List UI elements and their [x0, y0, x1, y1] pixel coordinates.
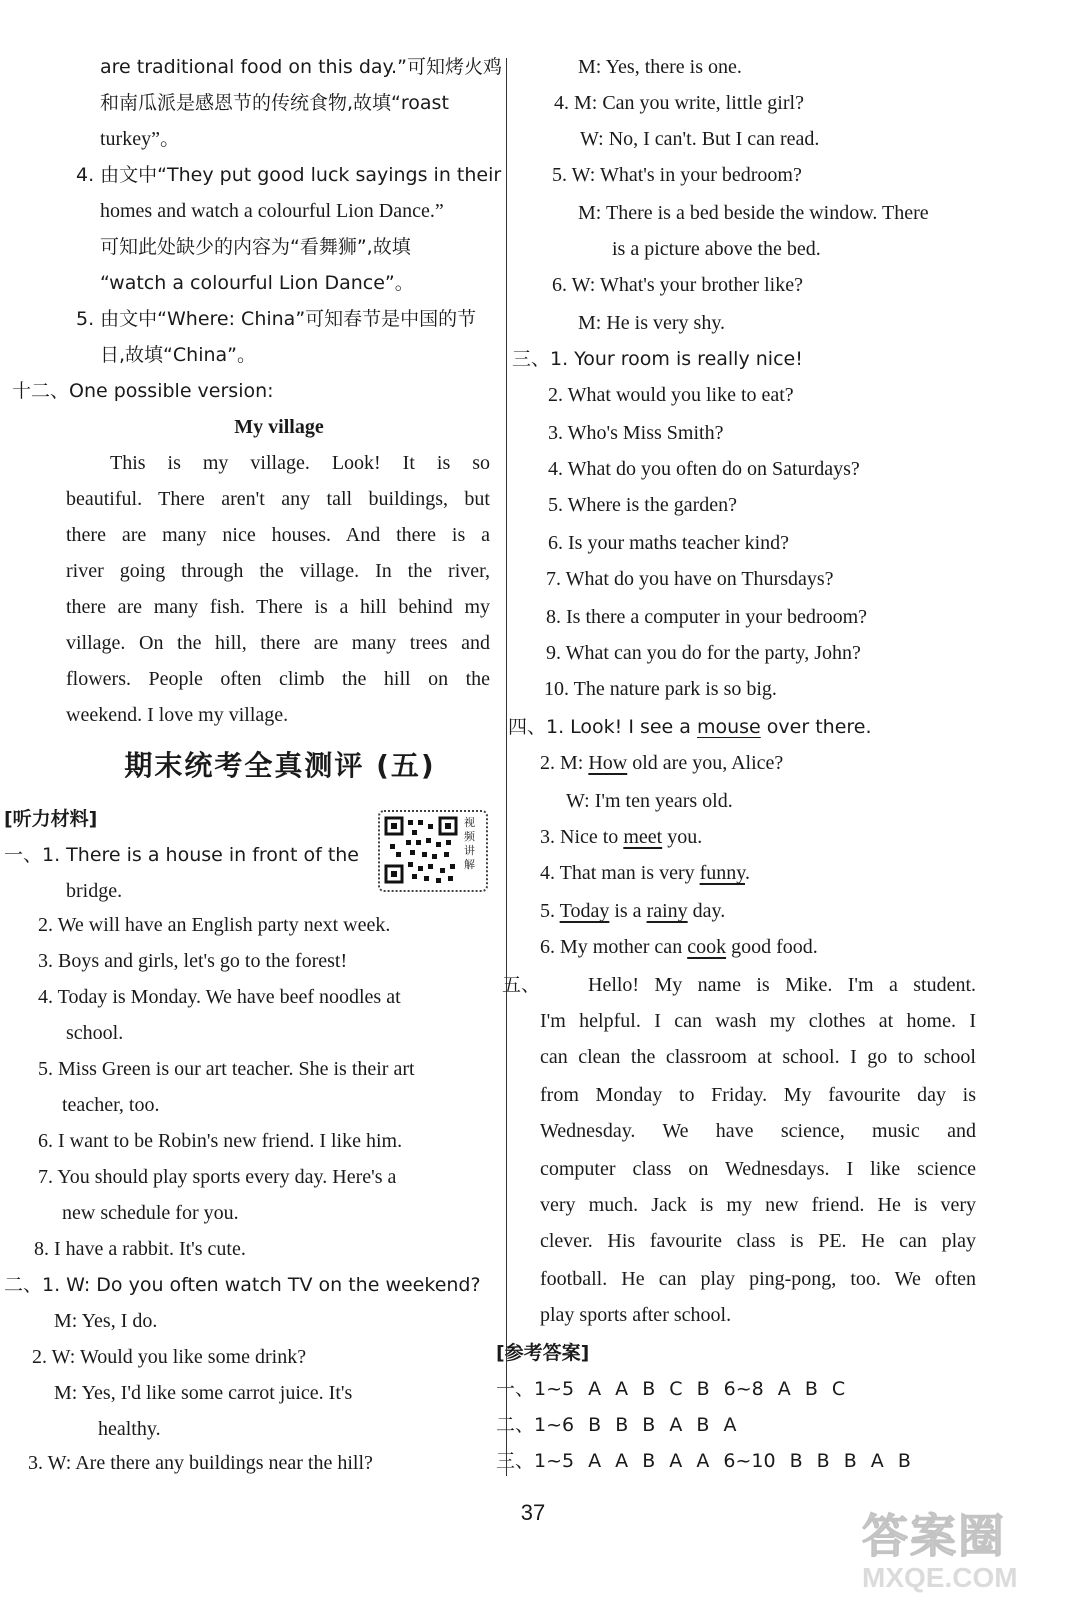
- transcript-line: bridge.: [66, 880, 123, 902]
- transcript-line: M: There is a bed beside the window. There: [578, 202, 929, 224]
- text-line: homes and watch a colourful Lion Dance.”: [100, 200, 444, 222]
- sentence-line: 3. Who's Miss Smith?: [548, 422, 724, 444]
- text-segment: is a: [609, 900, 647, 922]
- answer-row: 三、1~5 A A B A A 6~10 B B B A B: [496, 1450, 911, 1472]
- text-segment: 5.: [540, 900, 560, 922]
- fill-in-line: [540, 860, 750, 886]
- answer-word: funny: [699, 862, 745, 884]
- essay-line: river going through the village. In the river,: [66, 560, 490, 582]
- text-line: are traditional food on this day.”可知烤火鸡: [100, 56, 502, 78]
- text-segment: good food.: [726, 936, 818, 958]
- answer-word: rainy: [646, 900, 688, 922]
- transcript-line: W: No, I can't. But I can read.: [580, 128, 820, 150]
- transcript-line: 2. We will have an English party next week.: [38, 914, 391, 936]
- answer-word: mouse: [696, 716, 761, 738]
- essay-line: there are many nice houses. And there is a: [66, 524, 490, 546]
- transcript-line: 5. Miss Green is our art teacher. She is their art: [38, 1058, 415, 1080]
- transcript-line: M: Yes, I'd like some carrot juice. It's: [54, 1382, 353, 1404]
- transcript-line: 一、1. There is a house in front of the: [4, 844, 359, 866]
- text-segment: old are you, Alice?: [627, 752, 784, 774]
- transcript-line: 6. W: What's your brother like?: [552, 274, 803, 296]
- essay-line: This is my village. Look! It is so: [110, 452, 490, 474]
- sentence-line: 10. The nature park is so big.: [544, 678, 777, 700]
- transcript-line: 6. I want to be Robin's new friend. I like him.: [38, 1130, 403, 1152]
- essay-title: My village: [234, 416, 324, 438]
- text-segment: 四、1. Look! I see a: [508, 716, 697, 738]
- watermark-url: MXQE.COM: [862, 1562, 1018, 1593]
- passage-line: play sports after school.: [540, 1304, 732, 1326]
- column-divider: [506, 58, 507, 1476]
- section-label: 十二、One possible version:: [12, 380, 274, 402]
- text-line: 日,故填“China”。: [100, 344, 256, 366]
- passage-line: clever. His favourite class is PE. He can play: [540, 1230, 976, 1252]
- section-heading: 期末统考全真测评 (五): [124, 749, 436, 782]
- text-line: “watch a colourful Lion Dance”。: [100, 272, 414, 294]
- answer-word: meet: [623, 826, 663, 848]
- transcript-line: M: He is very shy.: [578, 312, 726, 334]
- transcript-line: school.: [66, 1022, 124, 1044]
- essay-line: flowers. People often climb the hill on the: [66, 668, 490, 690]
- answers-label: [参考答案]: [496, 1342, 590, 1364]
- watermark-logo: [862, 1500, 1052, 1595]
- answer-word: How: [588, 752, 628, 774]
- passage-line: football. He can play ping-pong, too. We often: [540, 1268, 976, 1290]
- sentence-line: 9. What can you do for the party, John?: [546, 642, 861, 664]
- passage-line: I'm helpful. I can wash my clothes at home. I: [540, 1010, 976, 1032]
- transcript-line: 3. W: Are there any buildings near the hill?: [28, 1452, 373, 1474]
- text-segment: 6. My mother can: [540, 936, 688, 958]
- passage-line: Hello! My name is Mike. I'm a student.: [588, 974, 976, 996]
- page-number: 37: [520, 1500, 546, 1525]
- text-segment: 3. Nice to: [540, 826, 624, 848]
- transcript-line: 二、1. W: Do you often watch TV on the weekend?: [4, 1274, 481, 1296]
- answer-row: 一、1~5 A A B C B 6~8 A B C: [496, 1378, 846, 1400]
- fill-in-line: [540, 750, 783, 776]
- fill-in-line: [508, 714, 872, 740]
- text-line: 5. 由文中“Where: China”可知春节是中国的节: [76, 308, 477, 330]
- text-segment: over there.: [760, 716, 872, 738]
- fill-in-line: [540, 934, 818, 960]
- sentence-line: 5. Where is the garden?: [548, 494, 737, 516]
- qr-code[interactable]: [378, 810, 488, 892]
- transcript-line: healthy.: [98, 1418, 161, 1440]
- text-segment: 4. That man is very: [540, 862, 700, 884]
- transcript-line: M: Yes, I do.: [54, 1310, 158, 1332]
- passage-line: computer class on Wednesdays. I like science: [540, 1158, 976, 1180]
- transcript-line: 8. I have a rabbit. It's cute.: [34, 1238, 246, 1260]
- section-label: 五、: [502, 974, 541, 996]
- essay-line: there are many fish. There is a hill behind my: [66, 596, 490, 618]
- transcript-line: 2. W: Would you like some drink?: [32, 1346, 307, 1368]
- sentence-line: 2. What would you like to eat?: [548, 384, 794, 406]
- transcript-line: 4. Today is Monday. We have beef noodles at: [38, 986, 401, 1008]
- answer-word: cook: [687, 936, 727, 958]
- text-segment: day.: [687, 900, 726, 922]
- essay-line: weekend. I love my village.: [66, 704, 289, 726]
- sentence-line: 4. What do you often do on Saturdays?: [548, 458, 860, 480]
- transcript-line: new schedule for you.: [62, 1202, 239, 1224]
- essay-line: village. On the hill, there are many trees and: [66, 632, 490, 654]
- passage-line: can clean the classroom at school. I go to school: [540, 1046, 976, 1068]
- qr-caption: 视频讲解: [464, 816, 475, 871]
- passage-line: very much. Jack is my new friend. He is very: [540, 1194, 976, 1216]
- text-segment: you.: [662, 826, 703, 848]
- passage-line: from Monday to Friday. My favourite day is: [540, 1084, 976, 1106]
- transcript-line: M: Yes, there is one.: [578, 56, 742, 78]
- transcript-line: teacher, too.: [62, 1094, 160, 1116]
- sentence-line: 8. Is there a computer in your bedroom?: [546, 606, 868, 628]
- text-segment: 2. M:: [540, 752, 589, 774]
- essay-line: beautiful. There aren't any tall buildings, but: [66, 488, 490, 510]
- fill-in-line: [540, 824, 702, 850]
- text-line: 4. 由文中“They put good luck sayings in their: [76, 164, 502, 186]
- transcript-line: 3. Boys and girls, let's go to the forest!: [38, 950, 348, 972]
- transcript-line: is a picture above the bed.: [612, 238, 821, 260]
- text-line: turkey”。: [100, 128, 180, 150]
- answer-word: Today: [559, 900, 610, 922]
- sentence-line: 三、1. Your room is really nice!: [512, 348, 803, 370]
- answer-row: 二、1~6 B B B A B A: [496, 1414, 737, 1436]
- text-segment: .: [744, 862, 750, 884]
- qr-code-icon: [384, 816, 460, 886]
- passage-line: Wednesday. We have science, music and: [540, 1120, 976, 1142]
- watermark-text: 答案圈: [862, 1509, 1006, 1563]
- text-line: 可知此处缺少的内容为“看舞狮”,故填: [100, 236, 411, 258]
- transcript-line: 7. You should play sports every day. Here's a: [38, 1166, 397, 1188]
- transcript-line: 5. W: What's in your bedroom?: [552, 164, 802, 186]
- sentence-line: 6. Is your maths teacher kind?: [548, 532, 790, 554]
- fill-in-line: W: I'm ten years old.: [566, 790, 733, 812]
- listening-label: [听力材料]: [4, 808, 98, 830]
- fill-in-line: [540, 898, 725, 924]
- text-line: 和南瓜派是感恩节的传统食物,故填“roast: [100, 92, 449, 114]
- transcript-line: 4. M: Can you write, little girl?: [554, 92, 804, 114]
- sentence-line: 7. What do you have on Thursdays?: [546, 568, 834, 590]
